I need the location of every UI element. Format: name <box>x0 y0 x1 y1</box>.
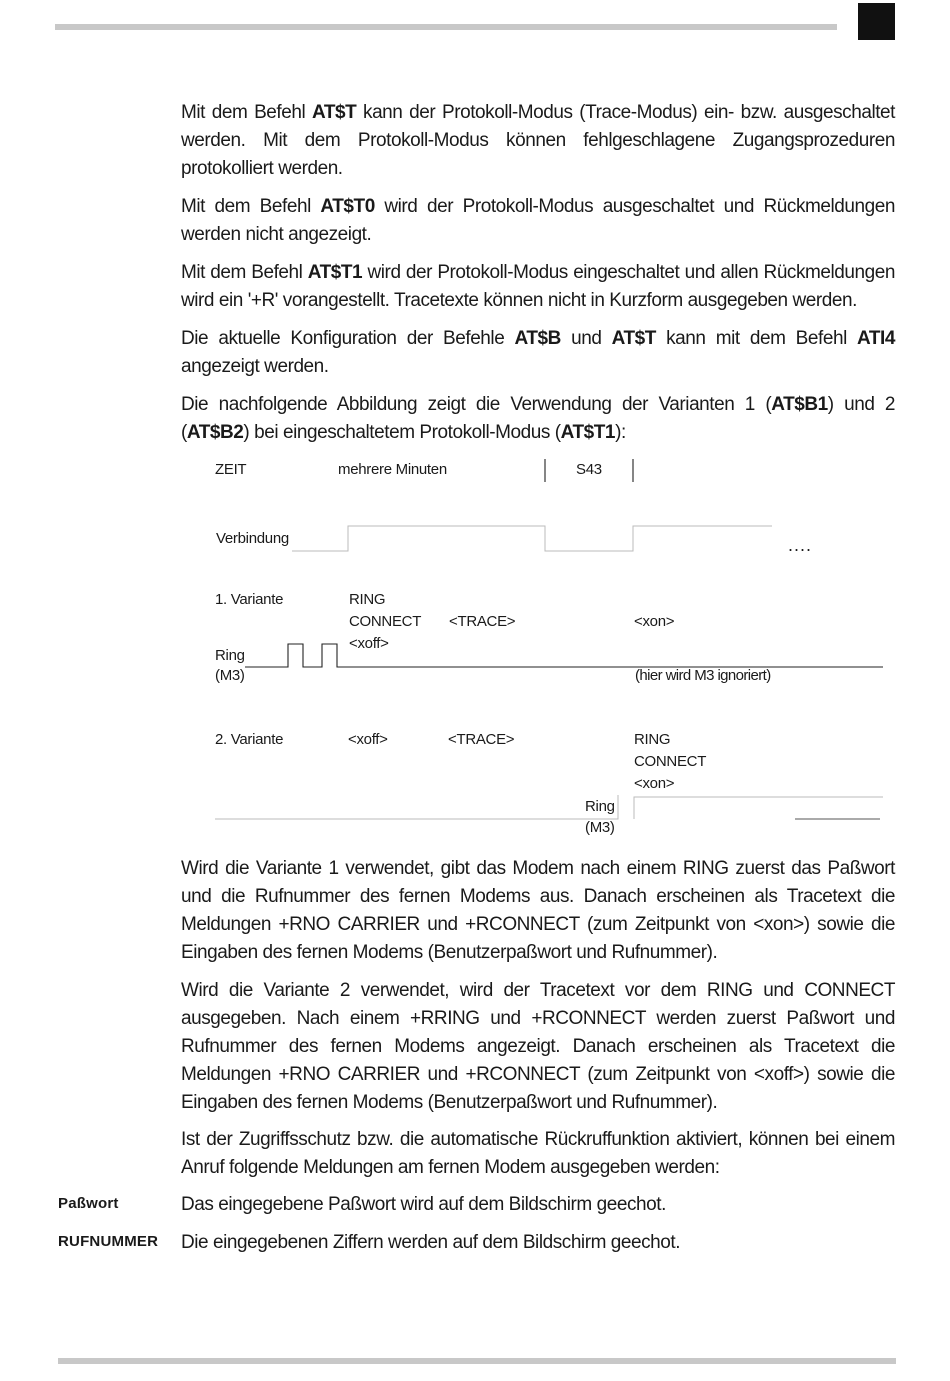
ring-signal-v2-line-b <box>634 797 883 819</box>
paragraph-figure-intro: Die nachfolgende Abbildung zeigt die Verwendung der Varianten 1 (AT$B1) und 2 (AT$B2) bei eingeschaltetem Protokoll-Modus (AT$T1): <box>181 394 895 443</box>
paragraph-att0: Mit dem Befehl AT$T0 wird der Protokoll-Modus ausgeschaltet und Rückmeldungen werden nicht angezeigt. <box>181 196 895 245</box>
variant2-trace-text: <TRACE> <box>448 731 515 748</box>
diagram-s43-label: S43 <box>576 461 602 478</box>
header-rule <box>55 24 837 30</box>
paragraph-att: Mit dem Befehl AT$T kann der Protokoll-Modus (Trace-Modus) ein- bzw. ausgeschaltet werden. Mit dem Protokoll-Modus können fehlgeschlagene Zugangsprozeduren protokolliert werden. <box>181 102 896 179</box>
variant1-label: 1. Variante <box>215 591 284 608</box>
variant1-ring-signal-label: Ring <box>215 647 245 664</box>
ring-signal-v2-line-a <box>215 795 618 819</box>
diagram-minutes-label: mehrere Minuten <box>338 461 447 478</box>
verbindung-signal-line <box>292 526 772 551</box>
paragraph-variant2-explanation: Wird die Variante 2 verwendet, wird der Tracetext vor dem RING und CONNECT ausgegeben. Nach einem +RRING und +RCONNECT werden zuerst Paßwort und Rufnummer des fernen Modems angezeigt. Danach erscheinen als Tracetext die Meldungen +RNO CARRIER und +RCONNECT (zum Zeitpunkt von <xoff>) sowie die Eingaben des fernen Modems (Benutzerpaßwort und Rufnummer). <box>181 980 895 1113</box>
definition-text-rufnummer: Die eingegebenen Ziffern werden auf dem Bildschirm geechot. <box>181 1232 681 1253</box>
diagram-zeit-label: ZEIT <box>215 461 247 478</box>
variant1-note-text: (hier wird M3 ignoriert) <box>635 667 771 684</box>
diagram-verbindung-label: Verbindung <box>216 530 289 547</box>
definition-text-passwort: Das eingegebene Paßwort wird auf dem Bildschirm geechot. <box>181 1194 666 1215</box>
paragraph-att1: Mit dem Befehl AT$T1 wird der Protokoll-Modus eingeschaltet und allen Rückmeldungen wird ein '+R' vorangestellt. Tracetexte können nicht in Kurzform ausgegeben werden. <box>181 262 896 311</box>
paragraph-access-protection: Ist der Zugriffsschutz bzw. die automatische Rückruffunktion aktiviert, können bei einem Anruf folgende Meldungen am fernen Modem ausgegeben werden: <box>181 1129 895 1178</box>
variant1-xon-text: <xon> <box>634 613 675 630</box>
variant2-ring-text: RING <box>634 731 671 748</box>
paragraph-config: Die aktuelle Konfiguration der Befehle AT$B und AT$T kann mit dem Befehl ATI4 angezeigt werden. <box>181 328 895 377</box>
variant1-xoff-text: <xoff> <box>349 635 389 652</box>
ring-signal-v1-line <box>245 644 883 667</box>
variant1-trace-text: <TRACE> <box>449 613 516 630</box>
footer-rule <box>58 1358 896 1364</box>
page-tab-marker <box>858 3 895 40</box>
definition-term-passwort: Paßwort <box>58 1195 119 1212</box>
variant2-connect-text: CONNECT <box>634 753 707 770</box>
variant1-ring-text: RING <box>349 591 386 608</box>
variant1-connect-text: CONNECT <box>349 613 422 630</box>
variant2-ring-signal-label: Ring <box>585 798 615 815</box>
paragraph-variant1-explanation: Wird die Variante 1 verwendet, gibt das Modem nach einem RING zuerst das Paßwort und die Rufnummer des fernen Modems aus. Danach erscheinen als Tracetext die Meldungen +RNO CARRIER und +RCONNECT (zum Zeitpunkt von <xon>) sowie die Eingaben des fernen Modems (Benutzerpaßwort und Rufnummer). <box>181 858 895 963</box>
variant2-xon-text: <xon> <box>634 775 675 792</box>
diagram-ellipsis: .... <box>788 535 813 555</box>
variant2-xoff-text: <xoff> <box>348 731 388 748</box>
variant2-m3-label: (M3) <box>585 819 615 836</box>
definition-term-rufnummer: RUFNUMMER <box>58 1233 159 1250</box>
variant2-label: 2. Variante <box>215 731 284 748</box>
variant1-m3-label: (M3) <box>215 667 245 684</box>
